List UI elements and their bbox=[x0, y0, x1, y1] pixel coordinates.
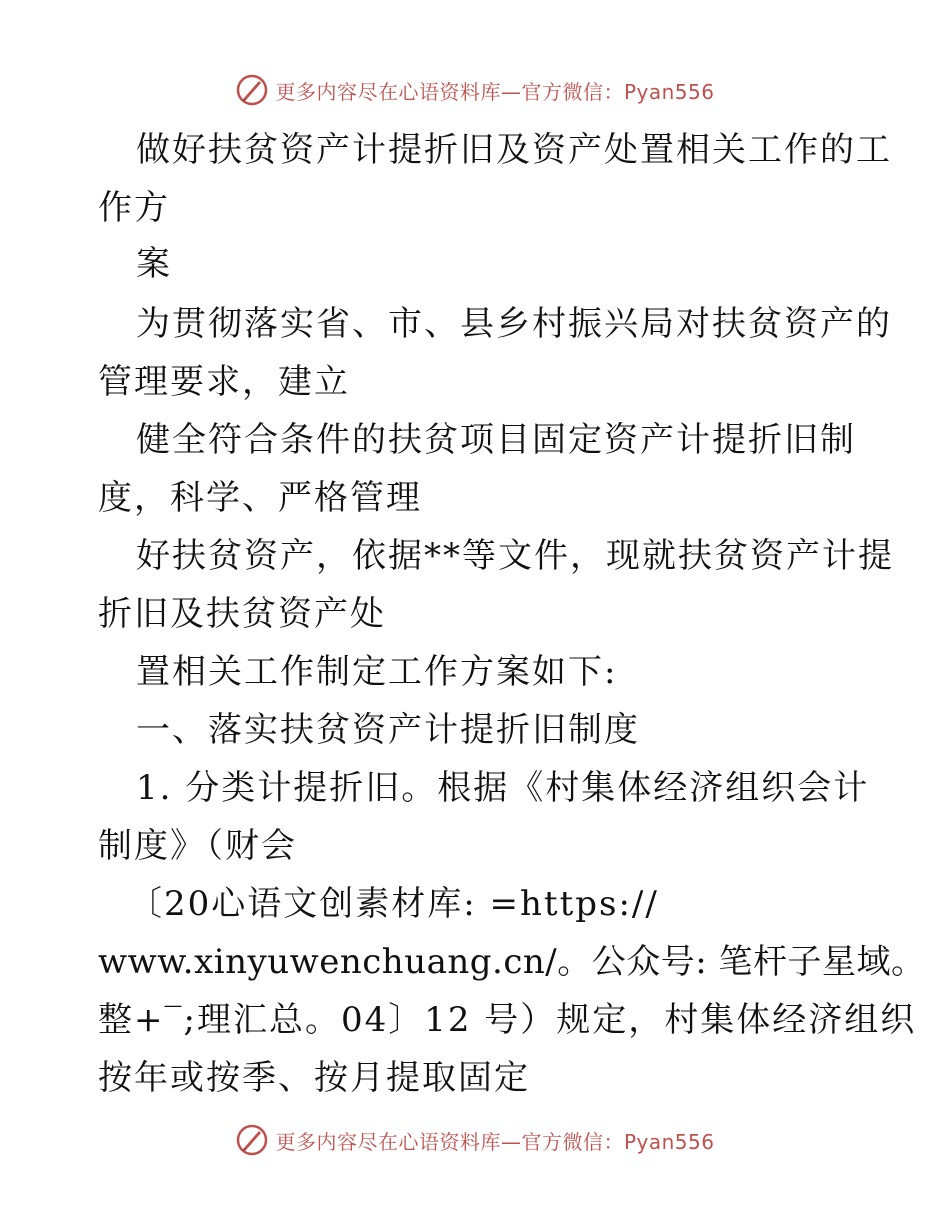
text-line: 整+‾;理汇总。04〕12 号）规定，村集体经济组织 bbox=[98, 1000, 917, 1040]
text-line: 好扶贫资产，依据**等文件，现就扶贫资产计提 bbox=[136, 536, 894, 576]
quill-pen-logo-icon bbox=[235, 73, 269, 107]
text-line: 折旧及扶贫资产处 bbox=[98, 594, 386, 634]
text-line: 〔20心语文创素材库: =https:// bbox=[128, 884, 659, 924]
text-line: 度，科学、严格管理 bbox=[98, 478, 422, 518]
text-line: 为贯彻落实省、市、县乡村振兴局对扶贫资产的 bbox=[136, 304, 892, 344]
text-line: 健全符合条件的扶贫项目固定资产计提折旧制 bbox=[136, 420, 856, 460]
text-line: 作方 bbox=[98, 188, 170, 228]
text-line: 置相关工作制定工作方案如下: bbox=[136, 652, 618, 692]
banner-text: 更多内容尽在心语资料库—官方微信：Pyan556 bbox=[275, 79, 715, 104]
banner-text: 更多内容尽在心语资料库—官方微信：Pyan556 bbox=[275, 1129, 715, 1154]
text-line: 一、落实扶贫资产计提折旧制度 bbox=[136, 710, 640, 750]
text-line: 制度》（财会 bbox=[98, 826, 297, 866]
text-line: 案 bbox=[136, 244, 172, 284]
text-line: 管理要求，建立 bbox=[98, 362, 350, 402]
header-banner bbox=[0, 70, 950, 110]
text-line: 做好扶贫资产计提折旧及资产处置相关工作的工 bbox=[136, 130, 892, 170]
text-line: 按年或按季、按月提取固定 bbox=[98, 1058, 530, 1098]
quill-pen-logo-icon bbox=[235, 1123, 269, 1157]
footer-banner bbox=[0, 1120, 950, 1160]
text-line: www.xinyuwenchuang.cn/。公众号: 笔杆子星域。 bbox=[98, 942, 926, 982]
text-line: 1. 分类计提折旧。根据《村集体经济组织会计 bbox=[136, 768, 870, 808]
